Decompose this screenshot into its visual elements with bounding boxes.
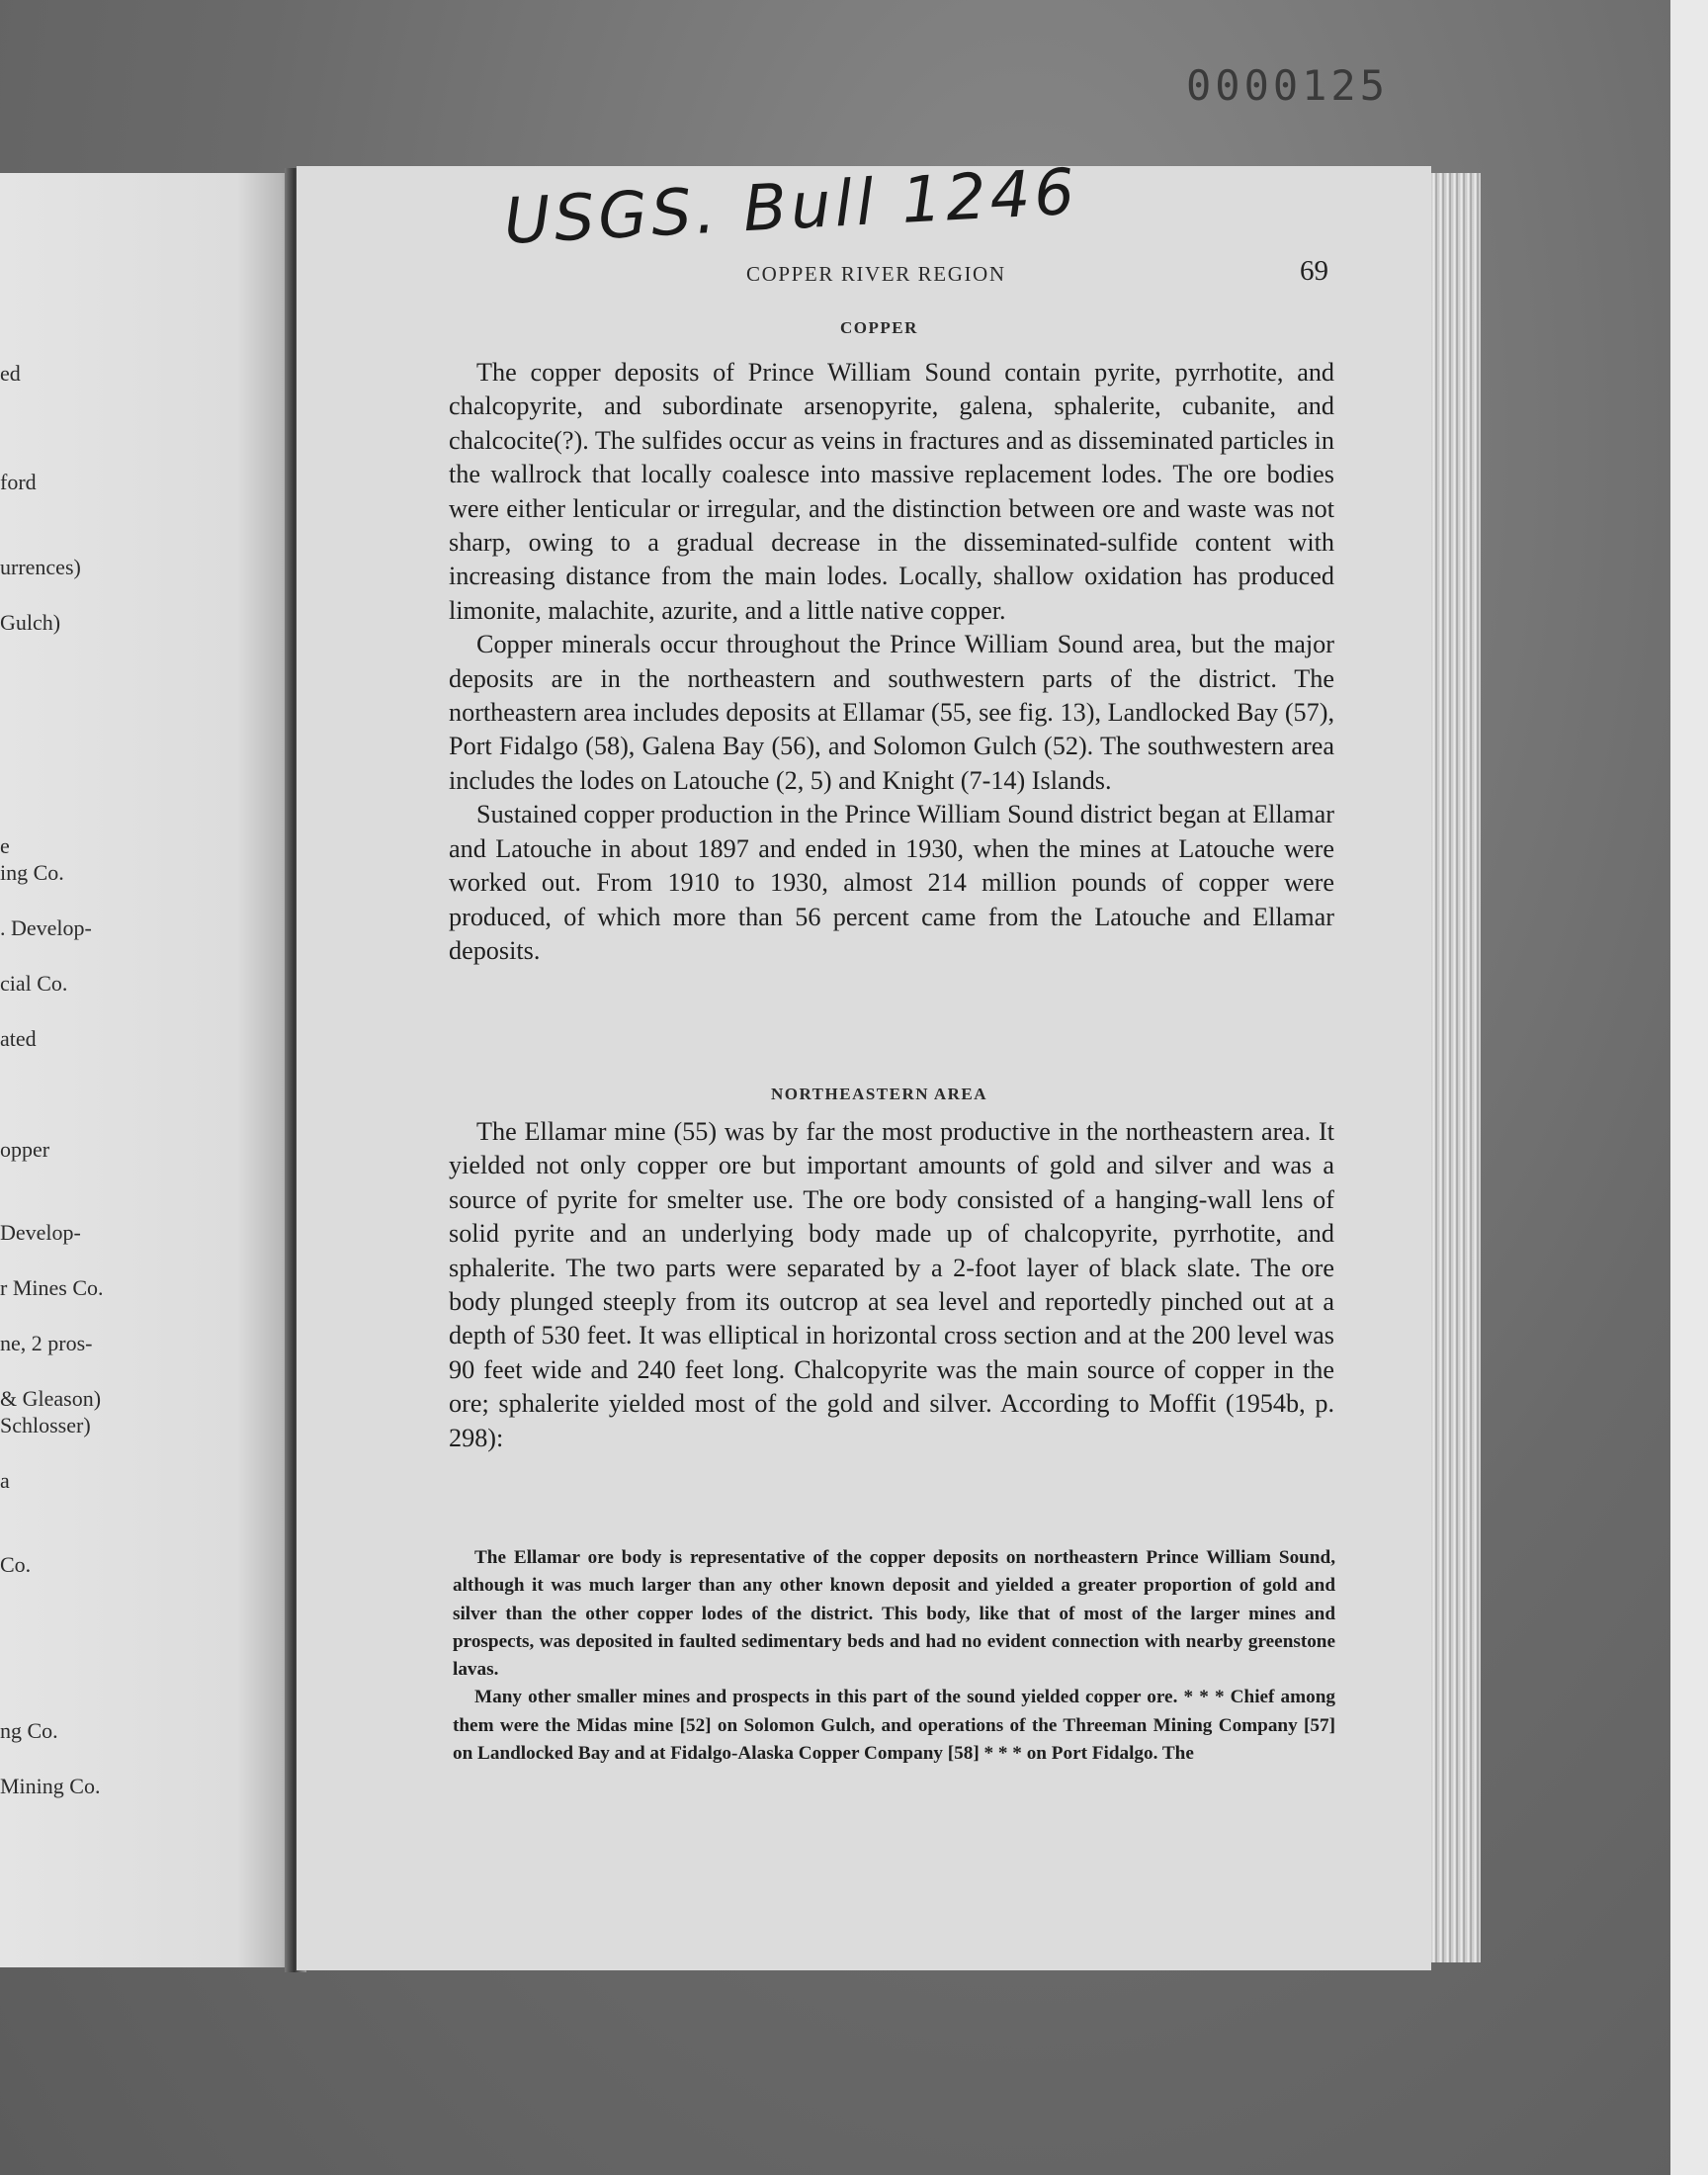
- left-page-fragment: opper: [0, 1137, 50, 1162]
- left-page-fragment: ing Co.: [0, 860, 64, 885]
- left-page-fragment: Co.: [0, 1552, 32, 1577]
- section-heading-northeastern-area: NORTHEASTERN AREA: [771, 1085, 988, 1103]
- left-page-fragment: ne, 2 pros-: [0, 1331, 93, 1355]
- left-page-fragment: e: [0, 833, 10, 858]
- left-page-fragment: Mining Co.: [0, 1774, 101, 1798]
- left-page: [0, 173, 297, 1967]
- paragraph: Sustained copper production in the Prince William Sound district began at Ellamar and Latouche in about 1897 and ended in 1930, when the mines at Latouche were worked out. From 1910 to 1930, almost 214 million pounds of copper were produced, of which more than 56 percent came from the Latouche and Ellamar deposits.: [449, 800, 1334, 965]
- copper-section-body: [449, 356, 1334, 968]
- block-quote: [453, 1544, 1335, 1768]
- handwritten-note: USGS. Bull 1246: [502, 155, 1080, 259]
- archive-stamp-number: 0000125: [1186, 61, 1390, 110]
- paragraph: The copper deposits of Prince William Sound contain pyrite, pyrrhotite, and chalcopyrite, and subordinate arsenopyrite, galena, sphalerite, cubanite, and chalcocite(?). The sulfides occur as veins in fractures and as disseminated particles in the wallrock that locally coalesce into massive replacement lodes. The ore bodies were either lenticular or irregular, and the distinction between ore and waste was not sharp, owing to a gradual decrease in the disseminated-sulfide content with increasing distance from the main lodes. Locally, shallow oxidation has produced limonite, malachite, azurite, and a little native copper.: [449, 358, 1334, 625]
- page-number: 69: [1300, 255, 1328, 287]
- left-page-fragment: r Mines Co.: [0, 1275, 104, 1300]
- left-page-fragment: urrences): [0, 555, 81, 579]
- northeastern-section-body: [449, 1115, 1334, 1455]
- left-page-fragment: ng Co.: [0, 1718, 58, 1743]
- scanner-edge: [1670, 0, 1708, 2175]
- paragraph: Copper minerals occur throughout the Prince William Sound area, but the major deposits are in the northeastern and southwestern parts of the district. The northeastern area includes deposits at Ellamar (55, see fig. 13), Landlocked Bay (57), Port Fidalgo (58), Galena Bay (56), and Solomon Gulch (52). The southwestern area includes the lodes on Latouche (2, 5) and Knight (7-14) Islands.: [449, 630, 1334, 795]
- left-page-fragment: . Develop-: [0, 915, 92, 940]
- left-page-fragment: Gulch): [0, 610, 61, 635]
- left-page-fragment: cial Co.: [0, 971, 68, 996]
- left-page-fragment: ed: [0, 361, 21, 386]
- left-page-fragment: ford: [0, 470, 37, 494]
- left-page-fragment: a: [0, 1468, 10, 1493]
- left-page-fragment: ated: [0, 1026, 37, 1051]
- quote-paragraph: Many other smaller mines and prospects in this part of the sound yielded copper ore. * * * Chief among them were the Midas mine [52] on Solomon Gulch, and operations of the Threeman Mining Company [57] on Landlocked Bay and at Fidalgo-Alaska Copper Company [58] * * * on Port Fidalgo. The: [453, 1687, 1335, 1765]
- section-heading-copper: COPPER: [840, 318, 918, 337]
- left-page-fragment: Develop-: [0, 1220, 81, 1245]
- paragraph: The Ellamar mine (55) was by far the most productive in the northeastern area. It yielded not only copper ore but important amounts of gold and silver and was a source of pyrite for smelter use. The ore body consisted of a hanging-wall lens of solid pyrite and an underlying body made up of chalcopyrite, pyrrhotite, and sphalerite. The two parts were separated by a 2-foot layer of black slate. The ore body plunged steeply from its outcrop at sea level and reportedly pinched out at a depth of 530 feet. It was elliptical in horizontal cross section and at the 200 level was 90 feet wide and 240 feet long. Chalcopyrite was the main source of copper in the ore; sphalerite yielded most of the gold and silver. According to Moffit (1954b, p. 298):: [449, 1117, 1334, 1452]
- left-page-fragment: Schlosser): [0, 1413, 91, 1437]
- page-edges: [1431, 173, 1481, 1962]
- running-head: COPPER RIVER REGION: [746, 262, 1006, 286]
- quote-paragraph: The Ellamar ore body is representative of the copper deposits on northeastern Prince William Sound, although it was much larger than any other known deposit and yielded a greater proportion of gold and silver than the other copper lodes of the district. This body, like that of most of the larger mines and prospects, was deposited in faulted sedimentary beds and had no evident connection with nearby greenstone lavas.: [453, 1547, 1335, 1681]
- left-page-fragment: & Gleason): [0, 1386, 102, 1411]
